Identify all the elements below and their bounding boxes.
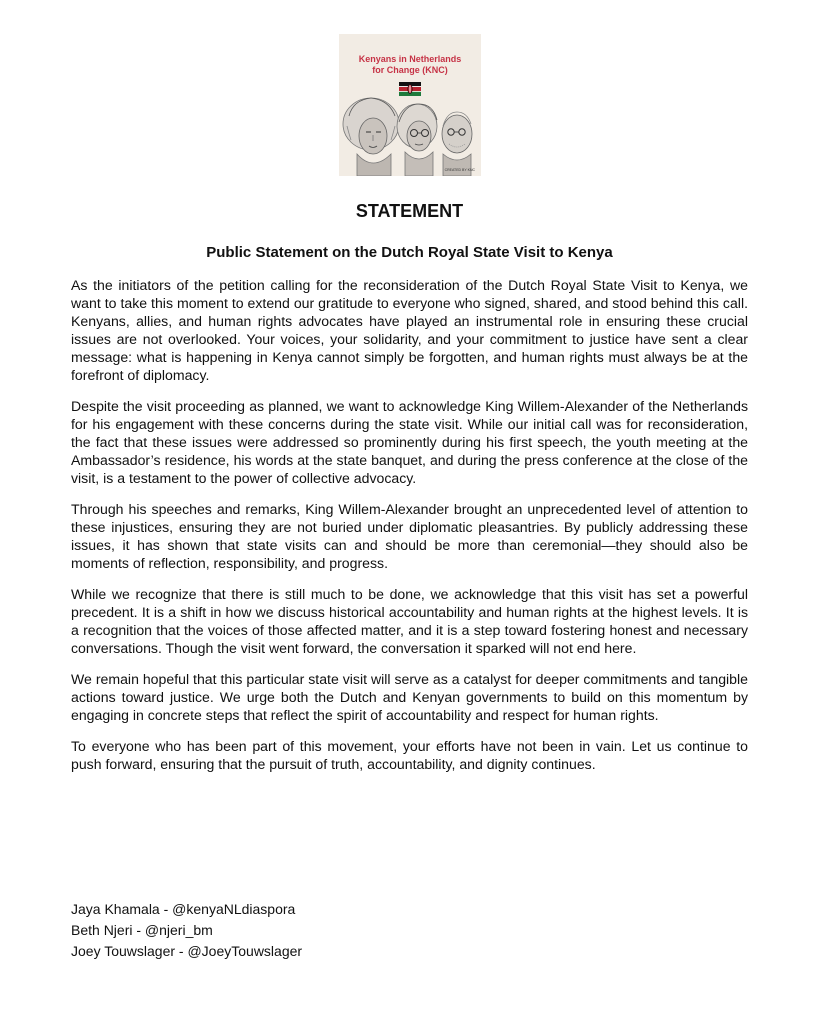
logo-title-line-2: for Change (KNC) xyxy=(372,65,448,75)
logo-title-line-1: Kenyans in Netherlands xyxy=(358,54,462,64)
paragraph: Through his speeches and remarks, King Willem-Alexander brought an unprecedented level of attention to these injustices, ensuring they are not buried under diplomatic pleasantries. By publicly addressing these issues, it has shown that state visits can and should be more than ceremonial—they should also be moments of reflection, responsibility, and progress. xyxy=(71,501,748,571)
paragraph: While we recognize that there is still much to be done, we acknowledge that this visit has set a powerful precedent. It is a shift in how we discuss historical accountability and human rights at the highest levels. It is a recognition that the voices of those affected matter, and it is a step toward fostering honest and necessary conversations. Though the visit went forward, the conversation it sparked will not end here. xyxy=(71,586,748,656)
signature-line: Joey Touwslager - @JoeyTouwslager xyxy=(71,943,303,959)
signature-block xyxy=(71,899,471,962)
signature-line: Jaya Khamala - @kenyaNLdiaspora xyxy=(71,901,296,917)
paragraph: We remain hopeful that this particular state visit will serve as a catalyst for deeper commitments and tangible actions toward justice. We urge both the Dutch and Kenyan governments to build on this momentum by engaging in concrete steps that reflect the spirit of accountability and respect for human rights. xyxy=(71,671,748,723)
signature-line: Beth Njeri - @njeri_bm xyxy=(71,922,213,938)
knc-logo xyxy=(339,34,481,176)
logo-footer: CREATED BY KNC xyxy=(444,168,475,172)
statement-subheading: Public Statement on the Dutch Royal State Visit to Kenya xyxy=(206,244,613,261)
paragraph: Despite the visit proceeding as planned, we want to acknowledge King Willem-Alexander of the Netherlands for his engagement with these concerns during the state visit. While our initial call was for reconsideration, the fact that these issues were addressed so prominently during his first speech, the youth meeting at the Ambassador’s residence, his words at the state banquet, and during the press conference at the close of the visit, is a testament to the power of collective advocacy. xyxy=(71,398,748,486)
statement-body xyxy=(71,276,748,786)
paragraph: To everyone who has been part of this movement, your efforts have not been in vain. Let us continue to push forward, ensuring that the pursuit of truth, accountability, and dignity continues. xyxy=(71,738,748,772)
portrait-sketch-icon xyxy=(339,86,481,176)
paragraph: As the initiators of the petition calling for the reconsideration of the Dutch Royal State Visit to Kenya, we want to take this moment to extend our gratitude to everyone who signed, shared, and stood behind this call. Kenyans, allies, and human rights advocates have played an instrumental role in ensuring these crucial issues are not overlooked. Your voices, your solidarity, and your commitment to justice have sent a clear message: what is happening in Kenya cannot simply be forgotten, and human rights must always be at the forefront of diplomacy. xyxy=(71,277,748,383)
statement-heading: STATEMENT xyxy=(355,201,464,221)
logo-title xyxy=(339,54,481,76)
